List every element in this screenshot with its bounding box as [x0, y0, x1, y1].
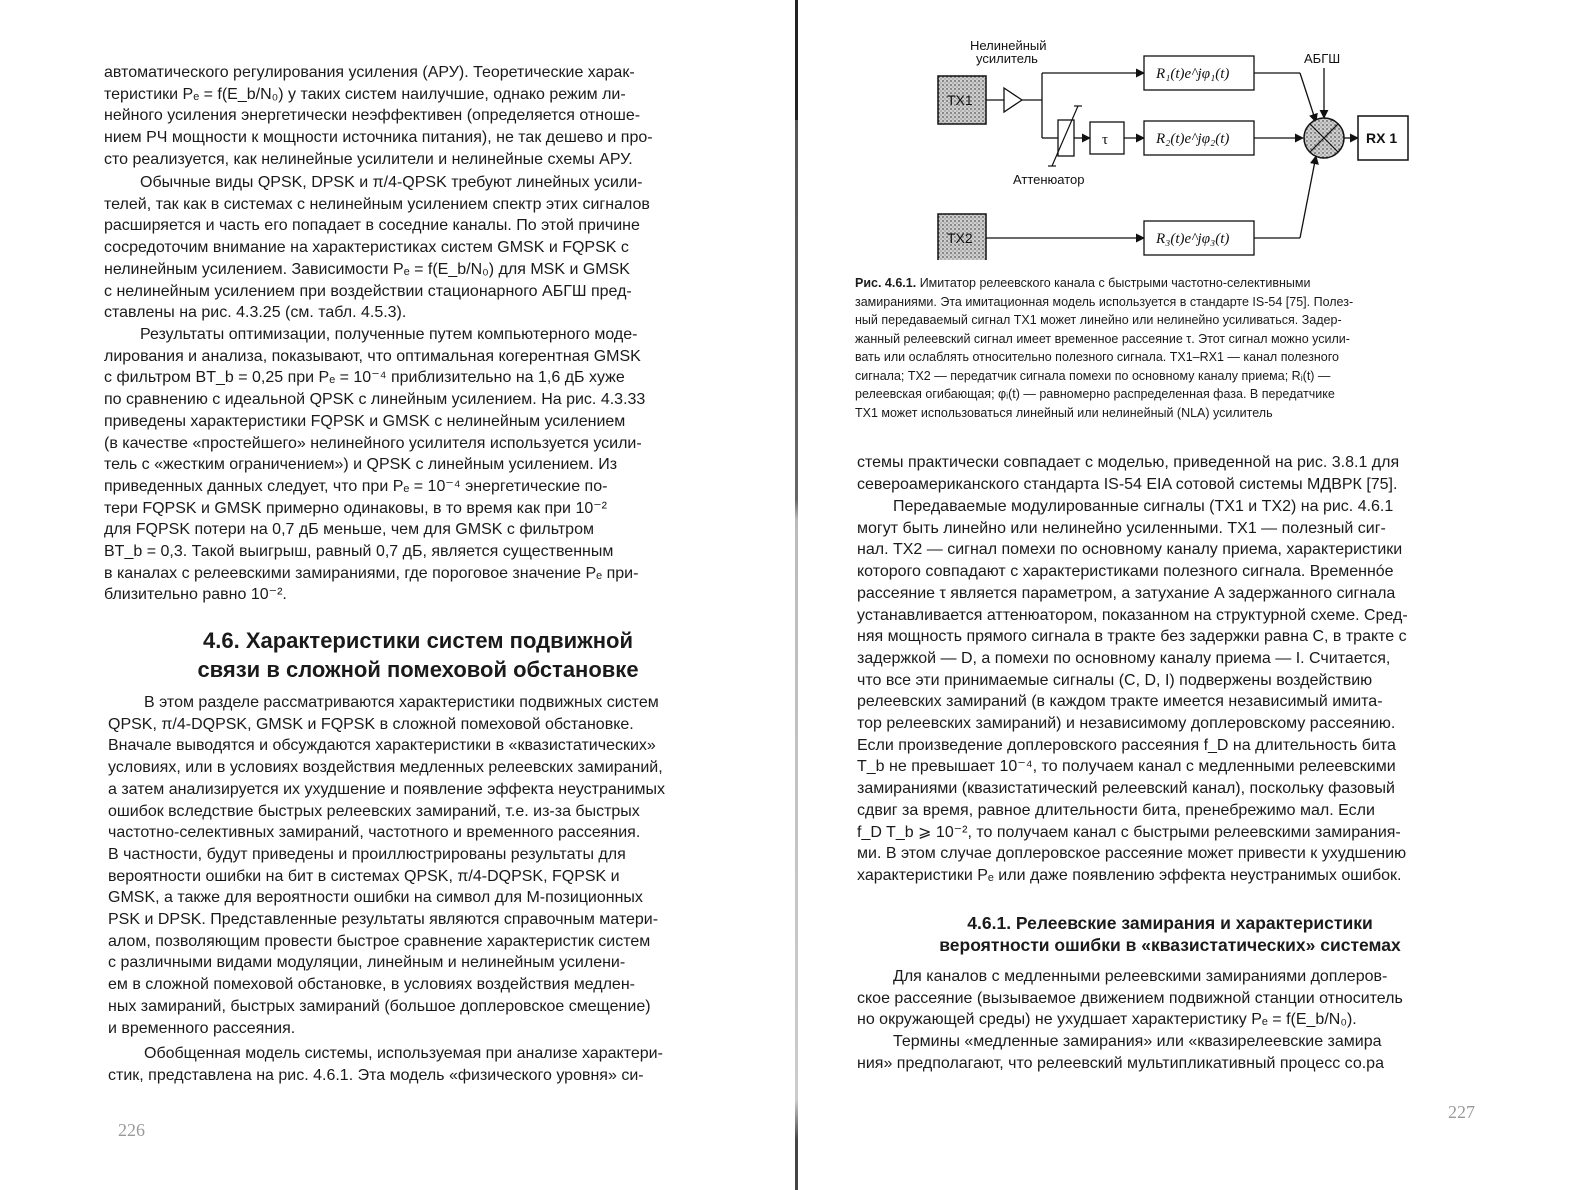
text-line: ем в сложной помеховой обстановке, в условиях воздействия медлен- [108, 976, 635, 994]
rayleigh-path-3-block [1144, 221, 1254, 255]
text-line: расширяется и часть его попадает в соседние каналы. По этой причине [104, 217, 640, 235]
caption-line: замираниями. Эта имитационная модель используется в стандарте IS-54 [75]. Полез- [855, 294, 1354, 309]
right-page-number: 227 [1448, 1102, 1475, 1122]
text-line: алом, позволяющим провести быстрое сравнение характеристик систем [108, 932, 651, 950]
text-line: с фильтром BT_b = 0,25 при Pₑ = 10⁻⁴ приблизительно на 1,6 дБ хуже [104, 369, 625, 387]
rayleigh-path-2-block [1144, 121, 1254, 155]
text-line: сдвиг за время, равное длительности бита, пренебрежимо мал. Если [857, 801, 1375, 819]
rx1-label: RX 1 [1366, 130, 1398, 146]
text-line: тель с «жестким ограничением») и QPSK с линейным усилением. Из [104, 456, 618, 474]
text-line: частотно-селективных замираний, частотного и временного рассеяния. [108, 824, 641, 842]
awgn-label: АБГШ [1304, 51, 1341, 66]
left-paragraph-5 [108, 1043, 740, 1086]
text-line: Вначале выводятся и обсуждаются характеристики в «квазистатических» [108, 737, 656, 755]
caption-line: TX1 может использоваться линейный или нелинейный (NLA) усилитель [855, 405, 1273, 420]
heading-line: связи в сложной помеховой обстановке [197, 657, 639, 682]
text-line: ных замираний, быстрых замираний (большое доплеровское смещение) [108, 997, 651, 1015]
text-line: устанавливается аттенюатором, показанном на структурной схеме. Сред- [857, 606, 1408, 624]
text-line: задержкой — D, а помехи по основному каналу приема — I. Считается, [857, 649, 1391, 667]
text-line: североамериканского стандарта IS-54 EIA сотовой системы МДВРК [75]. [857, 475, 1398, 493]
text-line: В частности, будут приведены и проиллюстрированы результаты для [108, 845, 626, 863]
text-line: (в качестве «простейшего» нелинейного усилителя используется усили- [104, 434, 642, 452]
text-line: f_D T_b ⩾ 10⁻², то получаем канал с быстрыми релеевскими замирания- [857, 823, 1401, 841]
figure-4-6-1-rayleigh-channel-simulator [918, 28, 1478, 260]
text-line: стемы практически совпадает с моделью, приведенной на рис. 3.8.1 для [857, 454, 1400, 471]
text-line: ское рассеяние (вызываемое движением подвижной станции относитель [857, 989, 1403, 1007]
text-line: в каналах с релеевскими замираниями, где пороговое значение Pₑ при- [104, 564, 639, 582]
text-line: сто реализуется, как нелинейные усилители и нелинейные схемы АРУ. [104, 150, 633, 168]
right-paragraph-1 [857, 452, 1483, 495]
text-line: ставлены на рис. 4.3.25 (см. табл. 4.5.3). [104, 304, 407, 322]
attenuator-label: Аттенюатор [1013, 172, 1085, 187]
right-paragraph-3 [857, 966, 1483, 1031]
subsection-heading-4-6-1 [857, 912, 1483, 956]
text-line: ния» предполагают, что релеевский мультипликативный процесс со.ра [857, 1054, 1384, 1072]
delay-block [1090, 122, 1124, 154]
book-spine [795, 0, 798, 1190]
text-line: по сравнению с идеальной QPSK с линейным усилением. На рис. 4.3.33 [104, 391, 646, 409]
text-line: для FQPSK потери на 0,7 дБ меньше, чем для GMSK с фильтром [104, 521, 594, 539]
caption-line [855, 274, 1483, 293]
caption-text: Имитатор релеевского канала с быстрыми частотно-селективными [919, 276, 1311, 290]
text-line: Обобщенная модель системы, используемая при анализе характери- [144, 1045, 663, 1062]
left-paragraph-4 [108, 692, 740, 1039]
tx1-block [938, 76, 986, 124]
right-paragraph-4 [857, 1031, 1483, 1074]
text-line: T_b не превышает 10⁻⁴, то получаем канал с медленными релеевскими [857, 758, 1396, 776]
left-page [0, 0, 790, 1190]
caption-line: жанный релеевский сигнал имеет временное рассеяние τ. Этот сигнал можно усили- [855, 331, 1350, 346]
heading-line: вероятности ошибки в «квазистатических» системах [939, 935, 1401, 955]
text-line: которого совпадают с характеристиками полезного сигнала. Временнóе [857, 563, 1394, 581]
text-line: Для каналов с медленными релеевскими замираниями доплеров- [893, 968, 1388, 985]
text-line: В этом разделе рассматриваются характеристики подвижных систем [144, 694, 659, 711]
text-line: приведены характеристики FQPSK и GMSK с нелинейным усилением [104, 412, 626, 430]
text-line: сосредоточим внимание на характеристиках систем GMSK и FQPSK с [104, 239, 629, 257]
text-line: Если произведение доплеровского рассеяния f_D на длительность бита [857, 736, 1396, 754]
caption-line: релеевская огибающая; φᵢ(t) — равномерно распределенная фаза. В передатчике [855, 387, 1335, 401]
text-line: но окружающей среды) не ухудшает характеристику Pₑ = f(E_b/N₀). [857, 1011, 1357, 1029]
text-line: ошибок вследствие быстрых релеевских замираний, т.е. из-за быстрых [108, 802, 640, 820]
delay-tau-label: τ [1102, 132, 1109, 148]
text-line: и временного рассеяния. [108, 1019, 296, 1037]
text-line: характеристики Pₑ или даже появлению эффекта неустранимых ошибок. [857, 866, 1402, 884]
figure-caption [855, 274, 1483, 422]
right-paragraph-2 [857, 496, 1483, 887]
text-line: нелинейным усилением. Зависимости Pₑ = f(E_b/N₀) для MSK и GMSK [104, 260, 630, 278]
caption-label: Рис. 4.6.1. [855, 276, 917, 290]
text-line: релеевских замираний (в каждом тракте имеется независимый имита- [857, 693, 1383, 711]
heading-line: 4.6. Характеристики систем подвижной [203, 628, 633, 653]
caption-line: вать или ослаблять относительно полезного сигнала. TX1–RX1 — канал полезного [855, 350, 1339, 364]
text-line: теристики Pₑ = f(E_b/N₀) у таких систем наилучшие, однако режим ли- [104, 85, 626, 103]
nonlinear-amplifier-label-line2: усилитель [976, 51, 1038, 66]
left-paragraph-1 [104, 62, 732, 171]
caption-line: сигнала; TX2 — передатчик сигнала помехи по основному каналу приема; Rᵢ(t) — [855, 368, 1331, 383]
text-line: могут быть линейно или нелинейно усиленными. TX1 — полезный сиг- [857, 519, 1386, 537]
caption-line: ный передаваемый сигнал TX1 может линейно или нелинейно усиливаться. Задер- [855, 313, 1342, 327]
rayleigh-path-1-label: R₁(t)e^jφ₁(t) [1156, 66, 1230, 82]
right-page [800, 0, 1587, 1190]
rx1-block [1358, 116, 1408, 160]
rayleigh-path-1-block [1144, 56, 1254, 90]
text-line: стик, представлена на рис. 4.6.1. Эта модель «физического уровня» си- [108, 1066, 644, 1084]
text-line: условиях, или в условиях воздействия медленных релеевских замираний, [108, 759, 663, 777]
text-line: близительно равно 10⁻². [104, 586, 287, 604]
text-line: Обычные виды QPSK, DPSK и π/4-QPSK требуют линейных усили- [140, 174, 643, 191]
text-line: PSK и DPSK. Представленные результаты являются справочным матери- [108, 911, 659, 929]
text-line: няя мощность прямого сигнала в тракте без задержки равна C, в тракте с [857, 628, 1407, 646]
text-line: лирования и анализа, показывают, что оптимальная когерентная GMSK [104, 347, 641, 365]
tx2-label: TX2 [947, 230, 973, 246]
text-line: нал. TX2 — сигнал помехи по основному каналу приема, характеристики [857, 541, 1403, 559]
text-line: рассеяние τ является параметром, а затухание A задержанного сигнала [857, 584, 1396, 602]
text-line: с нелинейным усилением при воздействии стационарного АБГШ пред- [104, 282, 632, 300]
nonlinear-amplifier-label-line1: Нелинейный [970, 38, 1047, 53]
rayleigh-path-3-label: R₃(t)e^jφ₃(t) [1156, 231, 1230, 247]
text-line: автоматического регулирования усиления (АРУ). Теоретические харак- [104, 64, 635, 81]
heading-line: 4.6.1. Релеевские замирания и характеристики [967, 913, 1373, 933]
left-paragraph-2 [104, 172, 732, 324]
text-line: замираниями (квазистатический релеевский канал), поскольку фазовый [857, 780, 1395, 798]
tx2-block [938, 214, 986, 260]
amplifier-icon [986, 88, 1022, 112]
summing-node [1304, 118, 1344, 158]
text-line: нейного усиления энергетически неэффективен (определяется отноше- [104, 107, 641, 125]
text-line: приведенных данных следует, что при Pₑ = 10⁻⁴ энергетические по- [104, 477, 608, 495]
text-line: тери FQPSK и GMSK примерно одинаковы, в то время как при 10⁻² [104, 499, 608, 517]
text-line: а затем анализируется их ухудшение и появление эффекта неустранимых [108, 780, 666, 798]
text-line: GMSK, а также для вероятности ошибки на символ для M-позиционных [108, 889, 643, 907]
text-line: Термины «медленные замирания» или «квазирелеевские замира [893, 1033, 1382, 1050]
text-line: нием РЧ мощности к мощности источника питания), не так дешево и про- [104, 129, 653, 147]
text-line: вероятности ошибки на бит в системах QPSK, π/4-DQPSK, FQPSK и [108, 867, 620, 885]
text-line: Передаваемые модулированные сигналы (TX1 и TX2) на рис. 4.6.1 [893, 498, 1394, 515]
left-page-number: 226 [118, 1120, 145, 1140]
text-line: Результаты оптимизации, полученные путем компьютерного моде- [140, 326, 638, 343]
text-line: QPSK, π/4-DQPSK, GMSK и FQPSK в сложной помеховой обстановке. [108, 715, 634, 733]
left-paragraph-3 [104, 324, 732, 606]
text-line: ми. В этом случае доплеровское рассеяние может привести к ухудшению [857, 845, 1407, 863]
attenuator-block [1048, 106, 1082, 166]
text-line: телей, так как в системах с нелинейным усилением спектр этих сигналов [104, 195, 650, 213]
text-line: с различными видами модуляции, линейным и нелинейным усилени- [108, 954, 626, 972]
text-line: тор релеевских замираний) и независимому доплеровскому рассеянию. [857, 715, 1396, 733]
tx1-label: TX1 [947, 92, 973, 108]
section-heading-4-6 [104, 626, 732, 684]
rayleigh-path-2-label: R₂(t)e^jφ₂(t) [1156, 131, 1230, 147]
text-line: BT_b = 0,3. Такой выигрыш, равный 0,7 дБ, является существенным [104, 543, 614, 561]
text-line: что все эти принимаемые сигналы (C, D, I) подвержены воздействию [857, 671, 1373, 689]
